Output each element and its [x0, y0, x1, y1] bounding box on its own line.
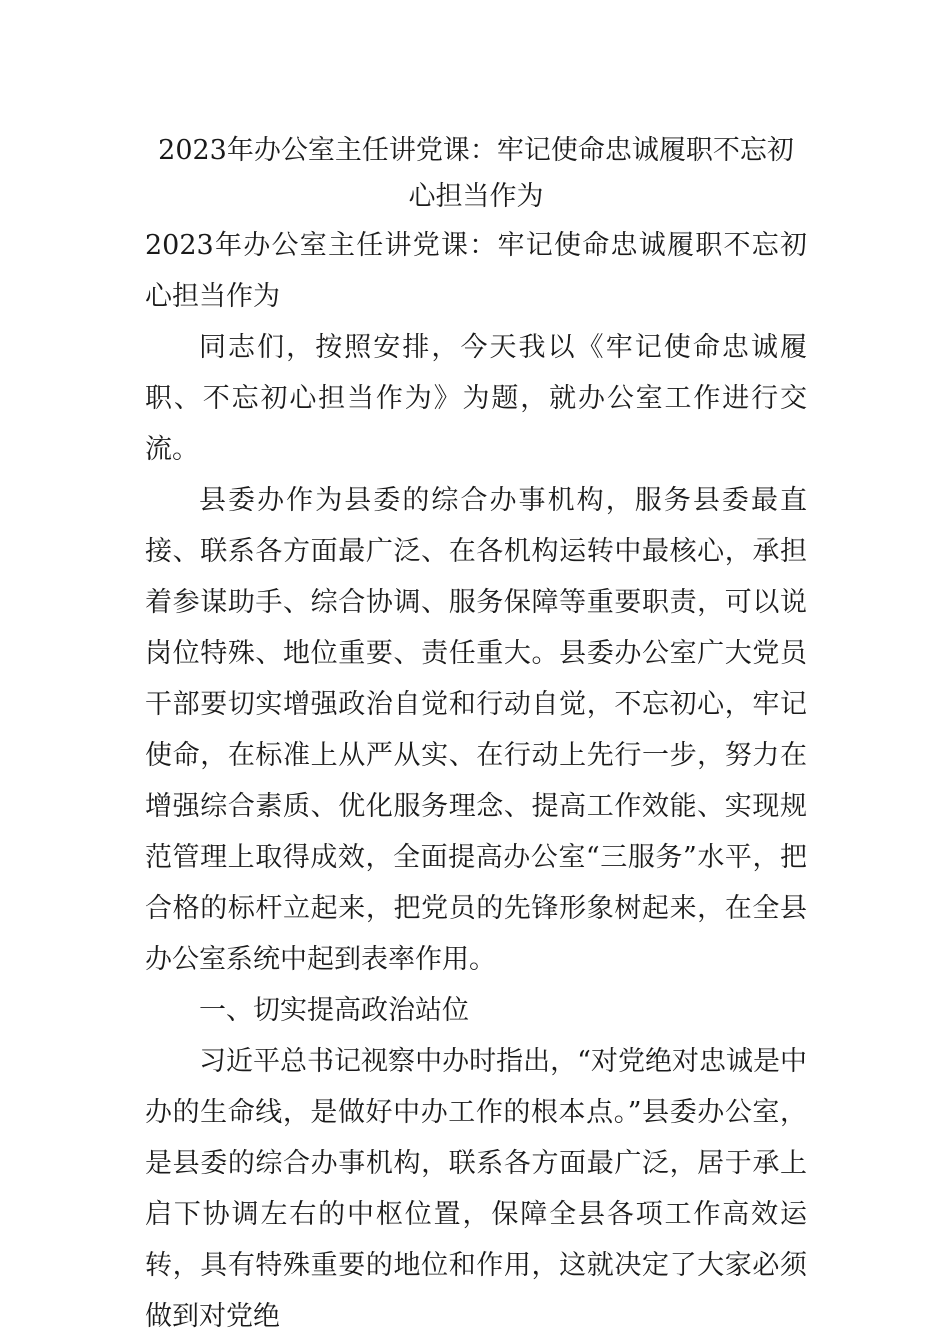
section-paragraph: 习近平总书记视察中办时指出，“对党绝对忠诚是中办的生命线，是做好中办工作的根本点。”县委办公室，是县委的综合办事机构，联系各方面最广泛，居于承上启下协调左右的中枢位置，保障全县各项工作高效运转，具有特殊重要的地位和作用，这就决定了大家必须做到对党绝: [145, 1046, 807, 1332]
document-title: 2023年办公室主任讲党课：牢记使命忠诚履职不忘初心担当作为: [158, 135, 794, 212]
document-body: [145, 128, 807, 1342]
document-subtitle: 2023年办公室主任讲党课：牢记使命忠诚履职不忘初心担当作为: [145, 230, 807, 312]
paragraph-intro: 同志们，按照安排，今天我以《牢记使命忠诚履职、不忘初心担当作为》为题，就办公室工作进行交流。: [145, 332, 807, 465]
section-heading: 一、切实提高政治站位: [199, 995, 469, 1026]
paragraph-role: 县委办作为县委的综合办事机构，服务县委最直接、联系各方面最广泛、在各机构运转中最核心，承担着参谋助手、综合协调、服务保障等重要职责，可以说岗位特殊、地位重要、责任重大。县委办公室广大党员干部要切实增强政治自觉和行动自觉，不忘初心，牢记使命，在标准上从严从实、在行动上先行一步，努力在增强综合素质、优化服务理念、提高工作效能、实现规范管理上取得成效，全面提高办公室“三服务”水平，把合格的标杆立起来，把党员的先锋形象树起来，在全县办公室系统中起到表率作用。: [145, 485, 807, 975]
